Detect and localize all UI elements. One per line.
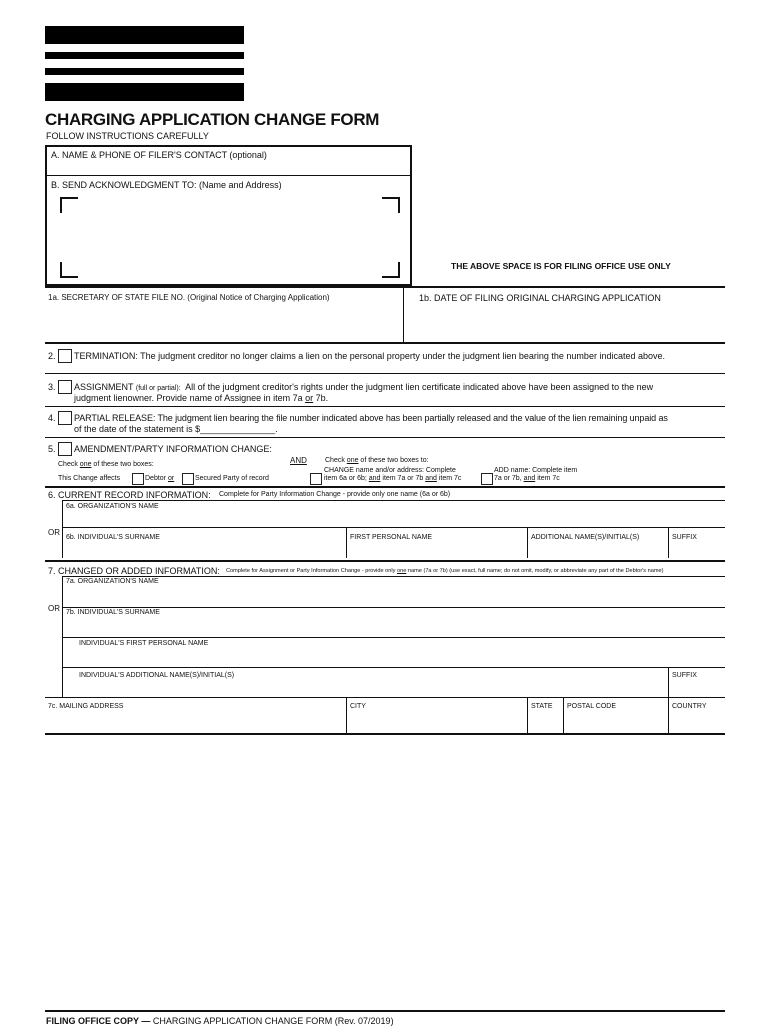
partial-release-text-1: PARTIAL RELEASE: The judgment lien bearing the file number indicated above has been partially released and the value of the lien remaining unpaid as	[74, 413, 668, 423]
address-bracket-bl	[60, 262, 78, 278]
item-1b-label: 1b. DATE OF FILING ORIGINAL CHARGING APPLICATION	[419, 293, 661, 303]
item-1a-label: 1a. SECRETARY OF STATE FILE NO. (Original Notice of Charging Application)	[48, 293, 330, 302]
and-word: AND	[290, 456, 307, 465]
add-and: and	[523, 475, 536, 482]
acknowledgment-label: B. SEND ACKNOWLEDGMENT TO: (Name and Address)	[51, 180, 282, 190]
debtor-label	[145, 475, 174, 482]
current-first-name-field[interactable]	[348, 544, 526, 557]
check-one-a: Check	[58, 461, 80, 468]
new-first-name-field[interactable]	[64, 650, 724, 666]
add-2b: item 7c	[535, 475, 560, 482]
state-field[interactable]	[529, 713, 562, 731]
check-two-b: of these two boxes to:	[358, 457, 429, 464]
item-6-title: 6. CURRENT RECORD INFORMATION:	[48, 490, 211, 500]
check-two-a: Check	[325, 457, 347, 464]
item-7-first-label: INDIVIDUAL'S FIRST PERSONAL NAME	[79, 640, 209, 647]
partial-release-text-2: of the date of the statement is $_______________.	[74, 424, 278, 434]
page-subtitle: FOLLOW INSTRUCTIONS CAREFULLY	[46, 131, 209, 141]
file-number-field[interactable]	[46, 304, 402, 340]
current-surname-field[interactable]	[64, 544, 345, 557]
country-field[interactable]	[670, 713, 724, 731]
check-one-instruction	[58, 461, 154, 468]
check-two-one: one	[346, 457, 359, 464]
debtor-or: or	[167, 475, 175, 482]
check-one-b: of these two boxes:	[91, 461, 154, 468]
add-name-checkbox[interactable]	[481, 473, 493, 485]
item-7-instructions	[226, 568, 664, 574]
state-label: STATE	[531, 703, 553, 710]
address-bracket-tl	[60, 197, 78, 213]
change-2c: item 7c	[436, 475, 462, 482]
item-7-instr-a: Complete for Assignment or Party Information Change - provide only	[226, 568, 398, 574]
debtor-text: Debtor	[145, 475, 168, 482]
assignment-qualifier: (full or partial):	[135, 385, 181, 392]
item-3-number: 3.	[48, 382, 56, 392]
amendment-title: AMENDMENT/PARTY INFORMATION CHANGE:	[74, 444, 272, 454]
item-7-or: OR	[48, 604, 60, 613]
assignment-checkbox[interactable]	[58, 380, 72, 394]
item-7-additional-label: INDIVIDUAL'S ADDITIONAL NAME(S)/INITIAL(S)	[79, 672, 235, 679]
new-org-name-field[interactable]	[64, 588, 724, 606]
item-2-number: 2.	[48, 351, 56, 361]
mailing-address-field[interactable]	[46, 713, 345, 731]
assignment-title: ASSIGNMENT	[74, 382, 134, 392]
debtor-checkbox[interactable]	[132, 473, 144, 485]
filing-date-field[interactable]	[405, 304, 725, 340]
item-7-instr-b: name (7a or 7b) (use exact, full name; do not omit, modify, or abbreviate any part of the Debtor's name)	[406, 568, 664, 574]
change-and-2: and	[425, 475, 437, 482]
footer-bold: FILING OFFICE COPY —	[46, 1016, 151, 1026]
item-5-number: 5.	[48, 444, 56, 454]
check-one-word: one	[79, 461, 92, 468]
change-name-line-2	[324, 475, 461, 482]
item-6-first-label: FIRST PERSONAL NAME	[350, 534, 433, 541]
assignment-text-2b: 7b.	[313, 393, 329, 403]
check-two-instruction	[325, 457, 429, 464]
item-7-instr-one: one	[397, 568, 407, 574]
item-6-suffix-label: SUFFIX	[672, 534, 697, 541]
change-name-checkbox[interactable]	[310, 473, 322, 485]
secured-party-label: Secured Party of record	[195, 475, 269, 482]
filer-contact-label: A. NAME & PHONE OF FILER'S CONTACT (optional)	[51, 150, 267, 160]
change-2a: item 6a or 6b;	[324, 475, 369, 482]
country-label: COUNTRY	[672, 703, 707, 710]
acknowledgment-field[interactable]	[60, 196, 398, 276]
add-name-line-1: ADD name: Complete item	[494, 467, 578, 474]
item-6b-label: 6b. INDIVIDUAL'S SURNAME	[66, 534, 160, 541]
item-4-number: 4.	[48, 413, 56, 423]
item-7-title: 7. CHANGED OR ADDED INFORMATION:	[48, 566, 220, 576]
footer-text	[46, 1016, 394, 1026]
item-7c-label: 7c. MAILING ADDRESS	[48, 703, 124, 710]
filer-contact-field[interactable]	[47, 162, 408, 175]
change-and-1: and	[368, 475, 381, 482]
current-suffix-field[interactable]	[670, 544, 724, 557]
assignment-or: or	[305, 393, 314, 403]
new-additional-name-field[interactable]	[64, 682, 667, 696]
item-7-suffix-label: SUFFIX	[672, 672, 697, 679]
new-suffix-field[interactable]	[670, 682, 724, 696]
item-6-additional-label: ADDITIONAL NAME(S)/INITIAL(S)	[531, 534, 640, 541]
assignment-text-1: All of the judgment creditor's rights under the judgment lien certificate indicated above have been assigned to the new	[185, 382, 654, 392]
termination-text: TERMINATION: The judgment creditor no longer claims a lien on the personal property under the judgment lien bearing the number indicated above.	[74, 351, 665, 361]
page-title: CHARGING APPLICATION CHANGE FORM	[45, 110, 380, 129]
postal-code-field[interactable]	[565, 713, 667, 731]
address-bracket-tr	[382, 197, 400, 213]
item-6-or: OR	[48, 528, 60, 537]
city-field[interactable]	[348, 713, 526, 731]
city-label: CITY	[350, 703, 366, 710]
termination-checkbox[interactable]	[58, 349, 72, 363]
partial-release-checkbox[interactable]	[58, 411, 72, 425]
change-affects-label: This Change affects	[58, 475, 121, 482]
item-6-instructions: Complete for Party Information Change - provide only one name (6a or 6b)	[219, 491, 451, 498]
change-2b: item 7a or 7b	[380, 475, 426, 482]
add-name-line-2	[494, 475, 560, 482]
new-surname-field[interactable]	[64, 619, 724, 636]
current-additional-name-field[interactable]	[529, 544, 667, 557]
item-7b-label: 7b. INDIVIDUAL'S SURNAME	[66, 609, 160, 616]
current-org-name-field[interactable]	[64, 512, 724, 526]
amendment-checkbox[interactable]	[58, 442, 72, 456]
filing-office-note: THE ABOVE SPACE IS FOR FILING OFFICE USE ONLY	[451, 261, 671, 271]
assignment-line-2	[74, 393, 328, 403]
item-7a-label: 7a. ORGANIZATION'S NAME	[66, 578, 159, 585]
footer-rest: CHARGING APPLICATION CHANGE FORM (Rev. 07/2019)	[150, 1016, 394, 1026]
postal-code-label: POSTAL CODE	[567, 703, 617, 710]
secured-party-checkbox[interactable]	[182, 473, 194, 485]
and-label	[290, 456, 307, 465]
address-bracket-br	[382, 262, 400, 278]
add-2a: 7a or 7b,	[494, 475, 524, 482]
assignment-text-2a: judgment lienowner. Provide name of Assignee in item 7a	[74, 393, 306, 403]
item-6a-label: 6a. ORGANIZATION'S NAME	[66, 503, 159, 510]
assignment-line-1	[74, 382, 653, 392]
change-name-line-1: CHANGE name and/or address: Complete	[324, 467, 456, 474]
